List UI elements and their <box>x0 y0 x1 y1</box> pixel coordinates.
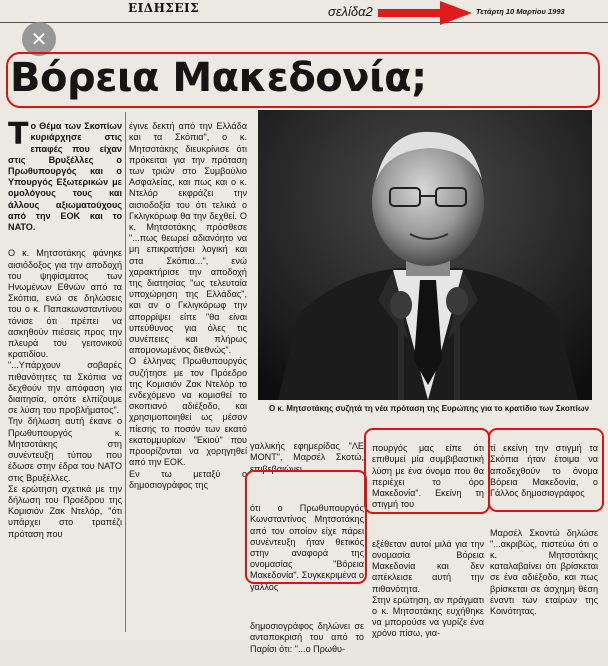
newspaper-name: ΕΙΔΗΣΕΙΣ <box>128 1 200 15</box>
article-intro: ο Θέμα των Σκοπίων κυριάρχησε στις επαφές που είχαν στις Βρυξέλλες ο Πρωθυπουργός και ο Υπουργός Εξωτερικών με ομολόγους τους και άλλους αξιωματούχους από την ΕΟΚ και το ΝΑΤΟ. <box>8 121 122 233</box>
article-text-col2: έγινε δεκτή από την Ελλάδα και τα Σκόπια", ο κ. Μητσοτάκης διευκρίνισε ότι πρόκειται για την πρόταση των τριών στο Συμβούλιο Ασφαλείας, και πως και ο κ. Ντελόρ εκφράζει την αισιοδοξία του ότι τελικά ο Γκλιγκόρωφ θα την δεχθεί. Ο κ. Μητσοτάκης πρόσθεσε "...πως θεωρεί αδιανόητο να μη επικρατήσει λογική και στα Σκόπια...", ενώ χαρακτήρισε την αποδοχή της διατησίας "ως τελευταία υποχώρηση της Ελλάδας", και αν ο Γκλιγκόρωφ την απορρίψει είπε "θα είναι υπεύθυνος για όλες τις συνέπειες και πλήρως απομονωμένος διεθνώς". Ο έλληνας Πρωθυπουργός συζήτησε με τον Πρόεδρο της Κομισιόν Ζακ Ντελόρ το ενδεχόμενο να κομισθεί το σκοπιανό αδιέξοδο, και χρησιμοποιηθεί ως μέσον πίεσης το ποσόν των εκατό εκατομμυρίων "Εκιού" που προορίζονται να χορηγηθεί από την ΕΟΚ. Εν τω μεταξύ ο δημοσιογράφος της <box>129 121 247 490</box>
drop-cap: Τ <box>8 117 29 153</box>
photo-caption: Ο κ. Μητσοτάκης συζητά τη νέα πρόταση της Ευρώπης για το κρατίδιο των Σκοπίων <box>268 404 590 413</box>
highlighted-quote-1: ότι ο Πρωθυπουργός Κωνσταντίνος Μητσοτάκης από τον οποίον είχε πάρει συνέντευξη ήταν θετικός στην αναφορά της ονομασίας "Βόρεια Μακεδονία". Συγκεκριμένα ο γάλλος <box>250 503 364 592</box>
red-arrow-annotation <box>378 0 474 26</box>
column-divider <box>125 112 126 632</box>
article-text-col3-pre: γαλλικής εφημερίδας "ΛΕ ΜΟΝΤ", Μαρσέλ Σκοτώ, επιβεβαιώνει <box>250 441 364 474</box>
article-text-col1: Ο κ. Μητσοτάκης φάνηκε αισιόδοξος για την αποδοχή του ψηφίσματος των Ηνωμένων Εθνών από τα Σκόπια, ενώ σε δηλώσεις του ο κ. Παπακωνσταντίνου τόνισε ότι πρέπει να ασκηθούν πιέσεις προς την πλευρά του γειτονικού κρατιδίου. "...Υπάρχουν σοβαρές πιθανότητες τα Σκόπια να δεχθούν την απόφαση για διαιτησία, οπότε ελπίζουμε σε λύση του προβλήματος". Την δήλωση αυτή έκανε ο Πρωθυπουργός κ. Μητσοτάκης στη συνέντευξη τύπου που έδωσε στην έδρα του ΝΑΤΟ στις Βρυξέλλες. Σε ερώτηση σχετικά με την δήλωση του Προέδρου της Κομισιόν Ζακ Ντελόρ, "ότι υπάρχει στο τραπέζι πρόταση που <box>8 248 122 539</box>
red-highlight-box-3 <box>488 428 604 512</box>
page-number: σελίδα2 <box>328 4 373 19</box>
speaker-photo-illustration <box>258 110 592 400</box>
headline: Βόρεια Μακεδονία; <box>10 55 427 101</box>
red-highlight-box-1 <box>245 470 367 584</box>
photo-mitsotakis <box>258 110 592 400</box>
article-column-2 <box>129 110 247 640</box>
article-text-col3-post: δημοσιογράφος δηλώνει σε ανταποκρισή του από το Παρίσι ότι: "...ο Πρωθυ- <box>250 621 364 654</box>
highlighted-quote-3: τί εκείνη την στιγμή τα Σκόπια ήταν έτοιμα να αποδεχθούν το όνομα Βόρεια Μακεδονία, ο Γάλλος δημοσιογράφος <box>490 443 598 499</box>
close-icon[interactable]: ✕ <box>22 22 56 56</box>
masthead <box>0 0 608 23</box>
article-column-1 <box>8 110 122 640</box>
article-text-col4-post: εξέθεταν αυτοί μιλά για την ονομασία Βόρεια Μακεδονία και δεν απέκλεισε αυτή την πιθανότητα. Στην ερώτηση, αν πράγματι ο κ. Μητσοτάκης ευχήθηκε να μπορούσε να γυρίζε ένα χρόνο πίσω, για- <box>372 538 484 639</box>
highlighted-quote-2: πουργός μας είπε ότι επιθυμεί μία συμβιβαστική λύση με ένα όνομα που θα περιέχει το όρο Μακεδονία". Εκείνη τη στιγμή του <box>372 443 484 510</box>
red-highlight-box-2 <box>364 428 490 514</box>
issue-date: Τετάρτη 10 Μαρτίου 1993 <box>476 7 565 16</box>
article-text-col5-post: Μαρσέλ Σκοντώ δηλώσε "...ακριβώς, πιστεύω ότι ο κ. Μητσοτάκης καταλαβαίνει ότι βρίσκεται σε ένα αδιέξοδο, και πως βρίσκεται σε άσχημη θέση έναντι των εταίρων της Κοινότητας. <box>490 527 598 617</box>
